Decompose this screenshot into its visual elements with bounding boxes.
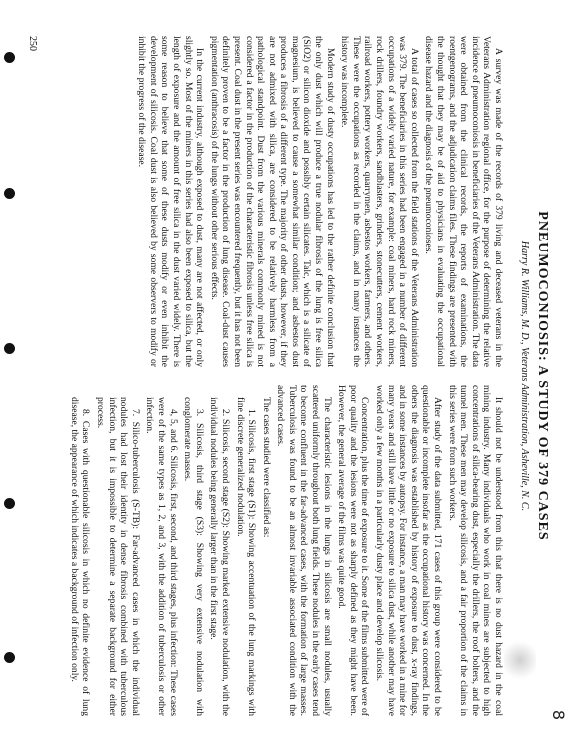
- classification-item: 4, 5, and 6. Silicosis, first, second, and third stages, plus infection: These cases were of the same types as 1, 2, and 3, with the addition of tuberculosis or other infection.: [144, 397, 179, 716]
- article-header: [519, 36, 550, 716]
- scan-smudge: [504, 640, 536, 680]
- classification-item: 7. Silico-tuberculosis (S-TB): Far-advanced cases in which the individual nodules had lost their identity in dense fibrosis combined with tuberculous infection, but it is impossible to determine a separate background for either process.: [95, 397, 141, 716]
- classification-item: 1. Silicosis, first stage (S1): Showing accentuation of the lung markings with fine discrete generalized nodulation.: [234, 397, 258, 716]
- paragraph: It should not be understood from this that there is no dust hazard in the coal mining industry. Many individuals who work in coal mines are subjected to high concentrations of silica-bearing dust, especially the drillers, the roof bolters, and the tunnel men. These men may develop silicosis, and a fair proportion of the claims in this series were from such workers.: [446, 385, 504, 716]
- paragraph: Concentration, plus the time of exposure to it. Some of the films submitted were of poor quality and the lesions were not as sharply defined as they might have been. However, the general average of the films was quite good.: [336, 385, 371, 716]
- classification-item: 3. Silicosis, third stage (S3): Showing very extensive nodulation with conglomerate masses.: [182, 397, 205, 716]
- paragraph: In the current industry, although exposed to dust, many are not affected, or only slightly so. Most of the miners in this series had also been exposed to silica, but the length of exposure and the amount of free silica in the dust varied widely. There is some reason to believe that some of these dusts modify or even inhibit the development of silicosis. Coal dust is also believed by some observers to modify or inhibit the progress of the disease.: [136, 36, 206, 367]
- page-number: 250: [27, 36, 38, 51]
- paragraph: A survey was made of the records of 379 living and deceased veterans in the Veterans Administration regional office, for the purpose of determining the relative incidence of pneumoconiosis in beneficiaries of the Veterans Administration. The data were obtained from the clinical records, the reports of examinations, the roentgenograms, and the adjudication claims files. These findings are presented with the thought that they may be of aid to physicians in evaluating the occupational disease hazard and the diagnosis of the pneumoconioses.: [423, 36, 504, 367]
- paragraph: After study of the data submitted, 171 cases of this group were considered to be questionable or incomplete insofar as the occupational history was concerned. In the others the diagnosis was established by history of exposure to dust, x-ray findings, and in some instances by autopsy. For instance, a man may have worked in a mine for many years and still have little or no exposure to silica dust, while another may have worked only a few months in a particularly dusty place and develop silicosis.: [374, 385, 444, 716]
- page-mark: 8: [549, 709, 568, 720]
- article-byline: Harry R. Williams, M. D., Veterans Administration, Asheville, N. C.: [519, 240, 530, 512]
- paragraph: Modern study of dusty occupations has led to the rather definite conclusion that the only dust which will produce a true nodular fibrosis of the lung is free silica (SiO2) or silicon dioxide and possibly certain silicates. Talc, which is a silicate of magnesium, is believed to cause a somewhat similar condition; and asbestos dust produces a fibrosis of a different type. The majority of other dusts, however, if they are not admixed with silica, are considered to be relatively harmless from a pathological standpoint. Dust from the various minerals commonly mined is not considered a factor in the production of the characteristic fibrosis unless free silica is present. Coal dust in the present series was encountered frequently, but it has not been definitely proven to be a factor in the production of lung disease. Coal-dust causes pigmentation (anthracosis) of the lungs without other serious effects.: [208, 36, 336, 367]
- classification-heading: The cases studied were classified as:: [260, 397, 272, 538]
- paragraph: A total of cases so collected from the field stations of the Veterans Administration was 379. The beneficiaries in this series had been engaged in a number of different occupations of a widely varied nature, for example: coal miners, hard rock miners, rock drillers, foundry workers, sandblasters, grinders, stonecutters, cement workers, railroad workers, pottery workers, quarrymen, asbestos workers, farmers, and others. These were the occupations as recorded in the claims, and in many instances the history was incomplete.: [339, 36, 420, 367]
- classification-item: 8. Cases with questionable silicosis in which no definite evidence of lung disease, the appearance of which indicates a background of infection only.: [68, 397, 92, 716]
- right-column: [34, 385, 504, 716]
- article-body: [34, 36, 504, 716]
- left-column: [34, 36, 504, 367]
- article-title: PNEUMOCONIOSIS: A STUDY OF 379 CASES: [535, 211, 550, 541]
- classification-item: 2. Silicosis, second stage (S2): Showing marked extensive nodulation, with the individual nodules being generally larger than in the first stage.: [208, 397, 231, 716]
- paragraph: The characteristic lesions in the lungs in silicosis are small nodules, usually scattered uniformly throughout both lung fields. These nodules in the early cases tend to become confluent in the far-advanced cases, with the formation of large masses. Tuberculosis was found to be an almost invariable associated condition with the advanced cases.: [275, 385, 333, 716]
